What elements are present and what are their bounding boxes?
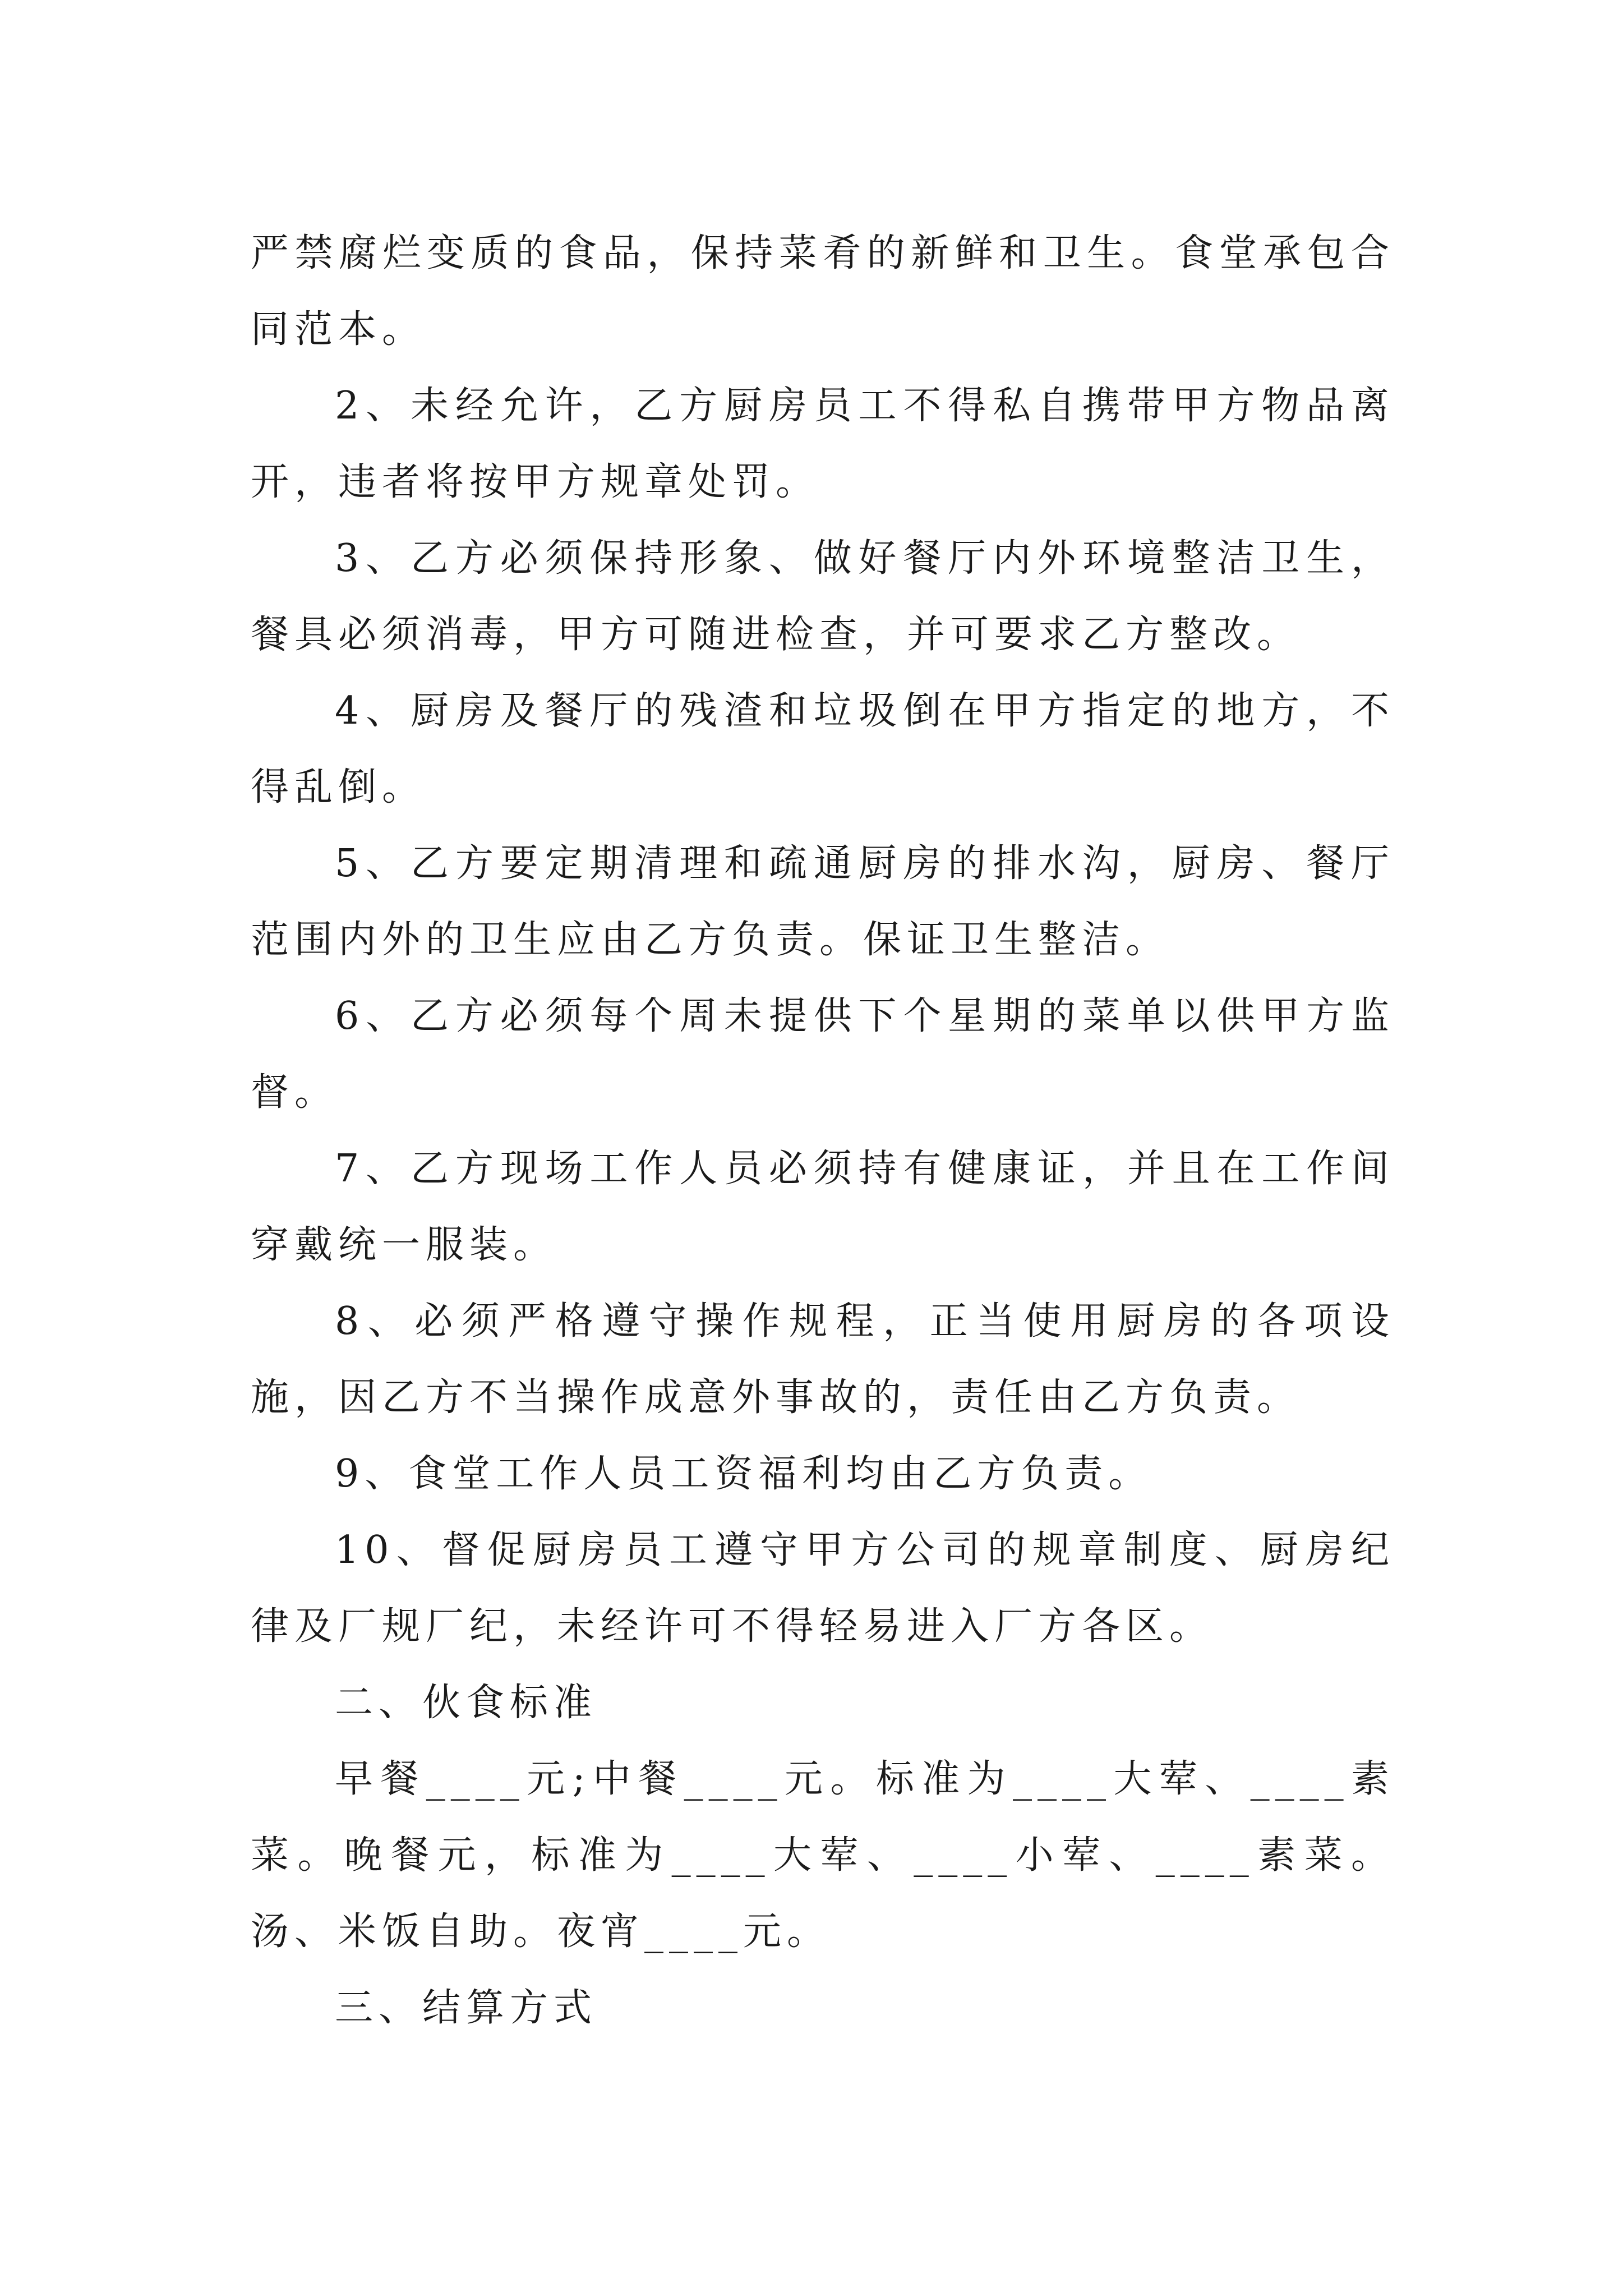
paragraph-item-2: 2、未经允许，乙方厨房员工不得私自携带甲方物品离开，违者将按甲方规章处罚。 [251,384,1395,504]
paragraph-item-3: 3、乙方必须保持形象、做好餐厅内外环境整洁卫生，餐具必须消毒，甲方可随进检查，并可要求乙方整改。 [251,536,1395,657]
paragraph-item-6: 6、乙方必须每个周未提供下个星期的菜单以供甲方监督。 [251,994,1395,1115]
document-body [251,215,1395,2046]
paragraph-item-5: 5、乙方要定期清理和疏通厨房的排水沟，厨房、餐厅范围内外的卫生应由乙方负责。保证卫生整洁。 [251,841,1395,962]
paragraph-meal-prices: 早餐____元;中餐____元。标准为____大荤、____素菜。晚餐元，标准为____大荤、____小荤、____素菜。汤、米饭自助。夜宵____元。 [251,1757,1395,1954]
section-heading-meal-standard: 二、伙食标准 [335,1681,598,1725]
paragraph-item-7: 7、乙方现场工作人员必须持有健康证，并且在工作间穿戴统一服装。 [251,1147,1395,1267]
paragraph-item-8: 8、必须严格遵守操作规程，正当使用厨房的各项设施，因乙方不当操作成意外事故的，责任由乙方负责。 [251,1299,1395,1420]
paragraph-item-9: 9、食堂工作人员工资福利均由乙方负责。 [335,1452,1152,1496]
paragraph-food-hygiene: 严禁腐烂变质的食品，保持菜肴的新鲜和卫生。食堂承包合同范本。 [251,231,1395,352]
paragraph-item-4: 4、厨房及餐厅的残渣和垃圾倒在甲方指定的地方，不得乱倒。 [251,689,1395,809]
section-heading-settlement: 三、结算方式 [335,1986,598,2030]
paragraph-item-10: 10、督促厨房员工遵守甲方公司的规章制度、厨房纪律及厂规厂纪，未经许可不得轻易进入厂方各区。 [251,1528,1395,1649]
